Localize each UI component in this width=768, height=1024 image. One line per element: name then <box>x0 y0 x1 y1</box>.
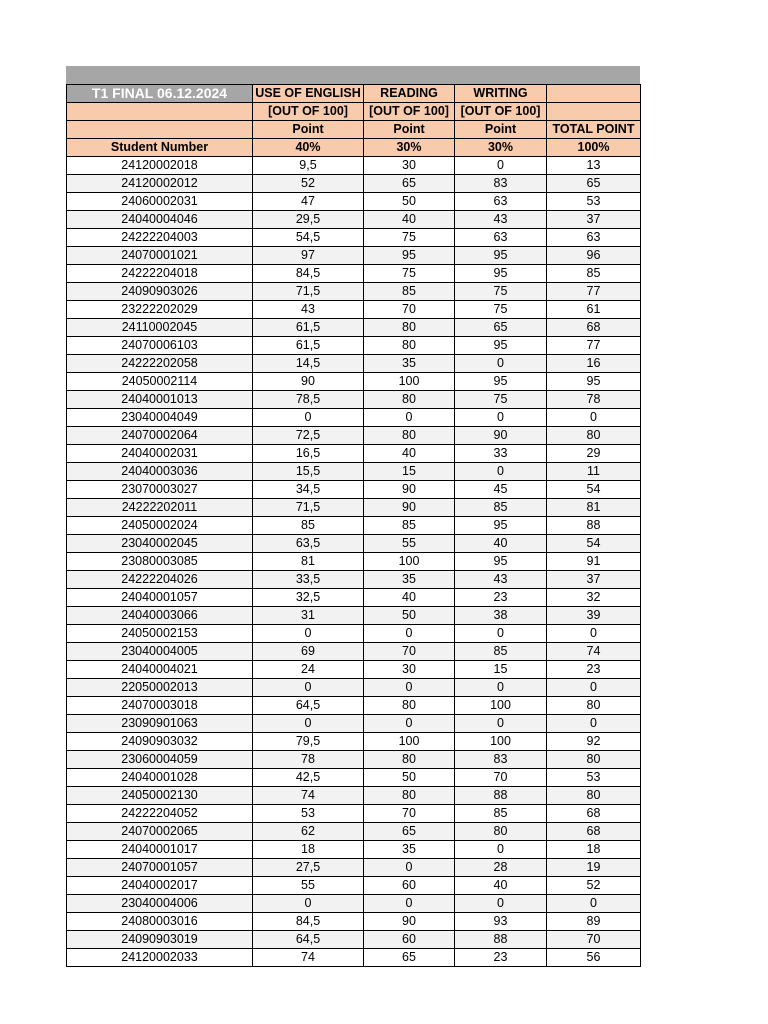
use-of-english-cell[interactable]: 78 <box>253 751 364 769</box>
use-of-english-cell[interactable]: 42,5 <box>253 769 364 787</box>
student-number-cell[interactable]: 24110002045 <box>67 319 253 337</box>
total-point-cell[interactable]: 53 <box>547 193 641 211</box>
writing-cell[interactable]: 93 <box>455 913 547 931</box>
total-point-cell[interactable]: 91 <box>547 553 641 571</box>
header-point-writing[interactable]: Point <box>455 121 547 139</box>
reading-cell[interactable]: 90 <box>364 499 455 517</box>
use-of-english-cell[interactable]: 0 <box>253 625 364 643</box>
reading-cell[interactable]: 65 <box>364 949 455 967</box>
header-out-of-english[interactable]: [OUT OF 100] <box>253 103 364 121</box>
student-number-cell[interactable]: 24040002017 <box>67 877 253 895</box>
student-number-cell[interactable]: 23090901063 <box>67 715 253 733</box>
writing-cell[interactable]: 85 <box>455 499 547 517</box>
total-point-cell[interactable]: 54 <box>547 481 641 499</box>
use-of-english-cell[interactable]: 47 <box>253 193 364 211</box>
student-number-cell[interactable]: 23040004049 <box>67 409 253 427</box>
use-of-english-cell[interactable]: 61,5 <box>253 337 364 355</box>
use-of-english-cell[interactable]: 62 <box>253 823 364 841</box>
writing-cell[interactable]: 0 <box>455 157 547 175</box>
total-point-cell[interactable]: 0 <box>547 409 641 427</box>
grades-table <box>66 84 641 967</box>
total-point-cell[interactable]: 96 <box>547 247 641 265</box>
writing-cell[interactable]: 75 <box>455 301 547 319</box>
reading-cell[interactable]: 70 <box>364 805 455 823</box>
writing-cell[interactable]: 33 <box>455 445 547 463</box>
reading-cell[interactable]: 85 <box>364 517 455 535</box>
student-number-cell[interactable]: 24070003018 <box>67 697 253 715</box>
use-of-english-cell[interactable]: 9,5 <box>253 157 364 175</box>
student-number-cell[interactable]: 24050002153 <box>67 625 253 643</box>
header-point-reading[interactable]: Point <box>364 121 455 139</box>
writing-cell[interactable]: 95 <box>455 247 547 265</box>
header-total-point[interactable]: TOTAL POINT <box>547 121 641 139</box>
reading-cell[interactable]: 80 <box>364 391 455 409</box>
reading-cell[interactable]: 0 <box>364 859 455 877</box>
table-row <box>67 427 641 445</box>
weight-total[interactable]: 100% <box>547 139 641 157</box>
header-blank-cell-2[interactable] <box>67 121 253 139</box>
total-point-cell[interactable]: 52 <box>547 877 641 895</box>
student-number-cell[interactable]: 24090903026 <box>67 283 253 301</box>
writing-cell[interactable]: 100 <box>455 697 547 715</box>
table-row <box>67 913 641 931</box>
table-row <box>67 625 641 643</box>
total-point-cell[interactable]: 18 <box>547 841 641 859</box>
writing-cell[interactable]: 95 <box>455 265 547 283</box>
header-total-blank-2[interactable] <box>547 103 641 121</box>
total-point-cell[interactable]: 78 <box>547 391 641 409</box>
table-row <box>67 157 641 175</box>
use-of-english-cell[interactable]: 32,5 <box>253 589 364 607</box>
table-row <box>67 895 641 913</box>
header-total-blank[interactable] <box>547 85 641 103</box>
student-number-cell[interactable]: 24222204026 <box>67 571 253 589</box>
total-point-cell[interactable]: 74 <box>547 643 641 661</box>
use-of-english-cell[interactable]: 81 <box>253 553 364 571</box>
reading-cell[interactable]: 60 <box>364 931 455 949</box>
student-number-cell[interactable]: 23060004059 <box>67 751 253 769</box>
table-row <box>67 247 641 265</box>
reading-cell[interactable]: 35 <box>364 571 455 589</box>
reading-cell[interactable]: 95 <box>364 247 455 265</box>
writing-cell[interactable]: 0 <box>455 463 547 481</box>
student-number-cell[interactable]: 24070006103 <box>67 337 253 355</box>
total-point-cell[interactable]: 37 <box>547 211 641 229</box>
total-point-cell[interactable]: 65 <box>547 175 641 193</box>
reading-cell[interactable]: 0 <box>364 679 455 697</box>
table-row <box>67 679 641 697</box>
weight-reading[interactable]: 30% <box>364 139 455 157</box>
total-point-cell[interactable]: 29 <box>547 445 641 463</box>
writing-cell[interactable]: 83 <box>455 751 547 769</box>
use-of-english-cell[interactable]: 52 <box>253 175 364 193</box>
reading-cell[interactable]: 80 <box>364 427 455 445</box>
student-number-cell[interactable]: 24090903032 <box>67 733 253 751</box>
writing-cell[interactable]: 23 <box>455 589 547 607</box>
use-of-english-cell[interactable]: 61,5 <box>253 319 364 337</box>
reading-cell[interactable]: 90 <box>364 913 455 931</box>
reading-cell[interactable]: 30 <box>364 157 455 175</box>
total-point-cell[interactable]: 63 <box>547 229 641 247</box>
table-row <box>67 607 641 625</box>
total-point-cell[interactable]: 13 <box>547 157 641 175</box>
table-row <box>67 859 641 877</box>
writing-cell[interactable]: 85 <box>455 643 547 661</box>
table-row <box>67 733 641 751</box>
total-point-cell[interactable]: 80 <box>547 697 641 715</box>
student-number-cell[interactable]: 24120002012 <box>67 175 253 193</box>
reading-cell[interactable]: 50 <box>364 607 455 625</box>
reading-cell[interactable]: 85 <box>364 283 455 301</box>
table-row <box>67 517 641 535</box>
student-number-cell[interactable]: 24050002024 <box>67 517 253 535</box>
use-of-english-cell[interactable]: 43 <box>253 301 364 319</box>
total-point-cell[interactable]: 11 <box>547 463 641 481</box>
student-number-cell[interactable]: 24040003036 <box>67 463 253 481</box>
use-of-english-cell[interactable]: 29,5 <box>253 211 364 229</box>
total-point-cell[interactable]: 0 <box>547 715 641 733</box>
table-row <box>67 787 641 805</box>
use-of-english-cell[interactable]: 90 <box>253 373 364 391</box>
use-of-english-cell[interactable]: 79,5 <box>253 733 364 751</box>
writing-cell[interactable]: 28 <box>455 859 547 877</box>
table-row <box>67 823 641 841</box>
total-point-cell[interactable]: 0 <box>547 679 641 697</box>
writing-cell[interactable]: 88 <box>455 787 547 805</box>
reading-cell[interactable]: 35 <box>364 841 455 859</box>
total-point-cell[interactable]: 0 <box>547 895 641 913</box>
student-number-cell[interactable]: 23222202029 <box>67 301 253 319</box>
table-row <box>67 697 641 715</box>
use-of-english-cell[interactable]: 74 <box>253 787 364 805</box>
table-row <box>67 589 641 607</box>
student-number-cell[interactable]: 23040002045 <box>67 535 253 553</box>
reading-cell[interactable]: 15 <box>364 463 455 481</box>
writing-cell[interactable]: 15 <box>455 661 547 679</box>
use-of-english-cell[interactable]: 24 <box>253 661 364 679</box>
writing-cell[interactable]: 100 <box>455 733 547 751</box>
student-number-cell[interactable]: 24040004046 <box>67 211 253 229</box>
writing-cell[interactable]: 0 <box>455 895 547 913</box>
reading-cell[interactable]: 100 <box>364 373 455 391</box>
header-point-english[interactable]: Point <box>253 121 364 139</box>
use-of-english-cell[interactable]: 27,5 <box>253 859 364 877</box>
use-of-english-cell[interactable]: 0 <box>253 679 364 697</box>
reading-cell[interactable]: 75 <box>364 229 455 247</box>
table-row <box>67 409 641 427</box>
use-of-english-cell[interactable]: 72,5 <box>253 427 364 445</box>
use-of-english-cell[interactable]: 31 <box>253 607 364 625</box>
table-row <box>67 391 641 409</box>
table-row <box>67 499 641 517</box>
reading-cell[interactable]: 80 <box>364 787 455 805</box>
reading-cell[interactable]: 70 <box>364 643 455 661</box>
student-number-cell[interactable]: 23070003027 <box>67 481 253 499</box>
total-point-cell[interactable]: 54 <box>547 535 641 553</box>
writing-cell[interactable]: 90 <box>455 427 547 445</box>
total-point-cell[interactable]: 80 <box>547 787 641 805</box>
use-of-english-cell[interactable]: 71,5 <box>253 283 364 301</box>
writing-cell[interactable]: 40 <box>455 535 547 553</box>
total-point-cell[interactable]: 92 <box>547 733 641 751</box>
table-row <box>67 319 641 337</box>
use-of-english-cell[interactable]: 69 <box>253 643 364 661</box>
header-use-of-english[interactable]: USE OF ENGLISH <box>253 85 364 103</box>
writing-cell[interactable]: 0 <box>455 355 547 373</box>
total-point-cell[interactable]: 0 <box>547 625 641 643</box>
use-of-english-cell[interactable]: 55 <box>253 877 364 895</box>
reading-cell[interactable]: 55 <box>364 535 455 553</box>
table-row <box>67 715 641 733</box>
writing-cell[interactable]: 83 <box>455 175 547 193</box>
table-row <box>67 373 641 391</box>
student-number-cell[interactable]: 24222204018 <box>67 265 253 283</box>
reading-cell[interactable]: 0 <box>364 715 455 733</box>
writing-cell[interactable]: 63 <box>455 229 547 247</box>
table-row <box>67 553 641 571</box>
reading-cell[interactable]: 30 <box>364 661 455 679</box>
writing-cell[interactable]: 40 <box>455 877 547 895</box>
total-point-cell[interactable]: 77 <box>547 337 641 355</box>
table-row <box>67 337 641 355</box>
use-of-english-cell[interactable]: 85 <box>253 517 364 535</box>
total-point-cell[interactable]: 80 <box>547 751 641 769</box>
student-number-cell[interactable]: 24040001057 <box>67 589 253 607</box>
header-row-1 <box>67 85 641 103</box>
weights-row <box>67 139 641 157</box>
reading-cell[interactable]: 100 <box>364 733 455 751</box>
table-row <box>67 805 641 823</box>
table-row <box>67 265 641 283</box>
header-blank-cell[interactable] <box>67 103 253 121</box>
table-row <box>67 535 641 553</box>
student-number-cell[interactable]: 22050002013 <box>67 679 253 697</box>
use-of-english-cell[interactable]: 63,5 <box>253 535 364 553</box>
student-number-cell[interactable]: 24040001028 <box>67 769 253 787</box>
table-row <box>67 229 641 247</box>
student-number-cell[interactable]: 24090903019 <box>67 931 253 949</box>
reading-cell[interactable]: 80 <box>364 751 455 769</box>
total-point-cell[interactable]: 88 <box>547 517 641 535</box>
writing-cell[interactable]: 45 <box>455 481 547 499</box>
writing-cell[interactable]: 23 <box>455 949 547 967</box>
reading-cell[interactable]: 75 <box>364 265 455 283</box>
student-number-cell[interactable]: 24222202058 <box>67 355 253 373</box>
writing-cell[interactable]: 38 <box>455 607 547 625</box>
table-row <box>67 193 641 211</box>
use-of-english-cell[interactable]: 84,5 <box>253 265 364 283</box>
reading-cell[interactable]: 65 <box>364 175 455 193</box>
table-row <box>67 175 641 193</box>
reading-cell[interactable]: 80 <box>364 319 455 337</box>
table-row <box>67 877 641 895</box>
student-number-cell[interactable]: 23080003085 <box>67 553 253 571</box>
student-number-cell[interactable]: 24222204003 <box>67 229 253 247</box>
student-number-cell[interactable]: 24050002114 <box>67 373 253 391</box>
table-row <box>67 643 641 661</box>
reading-cell[interactable]: 0 <box>364 409 455 427</box>
writing-cell[interactable]: 0 <box>455 841 547 859</box>
header-row-2 <box>67 103 641 121</box>
writing-cell[interactable]: 43 <box>455 211 547 229</box>
total-point-cell[interactable]: 80 <box>547 427 641 445</box>
header-student-number[interactable]: Student Number <box>67 139 253 157</box>
student-number-cell[interactable]: 24070002064 <box>67 427 253 445</box>
writing-cell[interactable]: 95 <box>455 517 547 535</box>
table-row <box>67 445 641 463</box>
writing-cell[interactable]: 95 <box>455 373 547 391</box>
writing-cell[interactable]: 0 <box>455 715 547 733</box>
sheet-top-bar <box>66 66 640 84</box>
reading-cell[interactable]: 0 <box>364 625 455 643</box>
reading-cell[interactable]: 40 <box>364 211 455 229</box>
total-point-cell[interactable]: 23 <box>547 661 641 679</box>
use-of-english-cell[interactable]: 34,5 <box>253 481 364 499</box>
reading-cell[interactable]: 70 <box>364 301 455 319</box>
sheet-title[interactable]: T1 FINAL 06.12.2024 <box>67 85 253 103</box>
use-of-english-cell[interactable]: 71,5 <box>253 499 364 517</box>
total-point-cell[interactable]: 37 <box>547 571 641 589</box>
use-of-english-cell[interactable]: 15,5 <box>253 463 364 481</box>
total-point-cell[interactable]: 95 <box>547 373 641 391</box>
student-number-cell[interactable]: 24120002033 <box>67 949 253 967</box>
total-point-cell[interactable]: 19 <box>547 859 641 877</box>
writing-cell[interactable]: 43 <box>455 571 547 589</box>
student-number-cell[interactable]: 24060002031 <box>67 193 253 211</box>
student-number-cell[interactable]: 23040004006 <box>67 895 253 913</box>
writing-cell[interactable]: 70 <box>455 769 547 787</box>
use-of-english-cell[interactable]: 78,5 <box>253 391 364 409</box>
total-point-cell[interactable]: 70 <box>547 931 641 949</box>
table-row <box>67 931 641 949</box>
total-point-cell[interactable]: 39 <box>547 607 641 625</box>
total-point-cell[interactable]: 77 <box>547 283 641 301</box>
reading-cell[interactable]: 65 <box>364 823 455 841</box>
table-row <box>67 751 641 769</box>
student-number-cell[interactable]: 24040003066 <box>67 607 253 625</box>
use-of-english-cell[interactable]: 14,5 <box>253 355 364 373</box>
student-number-cell[interactable]: 24070001021 <box>67 247 253 265</box>
table-row <box>67 463 641 481</box>
header-row-3 <box>67 121 641 139</box>
header-out-of-reading[interactable]: [OUT OF 100] <box>364 103 455 121</box>
reading-cell[interactable]: 35 <box>364 355 455 373</box>
writing-cell[interactable]: 65 <box>455 319 547 337</box>
student-number-cell[interactable]: 24040004021 <box>67 661 253 679</box>
use-of-english-cell[interactable]: 64,5 <box>253 931 364 949</box>
use-of-english-cell[interactable]: 97 <box>253 247 364 265</box>
writing-cell[interactable]: 85 <box>455 805 547 823</box>
header-out-of-writing[interactable]: [OUT OF 100] <box>455 103 547 121</box>
table-row <box>67 283 641 301</box>
writing-cell[interactable]: 63 <box>455 193 547 211</box>
reading-cell[interactable]: 100 <box>364 553 455 571</box>
student-number-cell[interactable]: 24080003016 <box>67 913 253 931</box>
weight-use-of-english[interactable]: 40% <box>253 139 364 157</box>
writing-cell[interactable]: 95 <box>455 337 547 355</box>
header-reading[interactable]: READING <box>364 85 455 103</box>
reading-cell[interactable]: 0 <box>364 895 455 913</box>
reading-cell[interactable]: 60 <box>364 877 455 895</box>
total-point-cell[interactable]: 68 <box>547 823 641 841</box>
student-number-cell[interactable]: 24070002065 <box>67 823 253 841</box>
reading-cell[interactable]: 40 <box>364 445 455 463</box>
total-point-cell[interactable]: 53 <box>547 769 641 787</box>
student-number-cell[interactable]: 23040004005 <box>67 643 253 661</box>
use-of-english-cell[interactable]: 74 <box>253 949 364 967</box>
reading-cell[interactable]: 50 <box>364 769 455 787</box>
total-point-cell[interactable]: 61 <box>547 301 641 319</box>
reading-cell[interactable]: 80 <box>364 697 455 715</box>
table-row <box>67 841 641 859</box>
use-of-english-cell[interactable]: 64,5 <box>253 697 364 715</box>
table-row <box>67 211 641 229</box>
writing-cell[interactable]: 0 <box>455 679 547 697</box>
writing-cell[interactable]: 88 <box>455 931 547 949</box>
total-point-cell[interactable]: 68 <box>547 805 641 823</box>
use-of-english-cell[interactable]: 18 <box>253 841 364 859</box>
use-of-english-cell[interactable]: 0 <box>253 409 364 427</box>
use-of-english-cell[interactable]: 53 <box>253 805 364 823</box>
writing-cell[interactable]: 0 <box>455 625 547 643</box>
table-row <box>67 355 641 373</box>
student-number-cell[interactable]: 24040001017 <box>67 841 253 859</box>
use-of-english-cell[interactable]: 0 <box>253 895 364 913</box>
total-point-cell[interactable]: 85 <box>547 265 641 283</box>
student-number-cell[interactable]: 24120002018 <box>67 157 253 175</box>
reading-cell[interactable]: 90 <box>364 481 455 499</box>
reading-cell[interactable]: 40 <box>364 589 455 607</box>
writing-cell[interactable]: 75 <box>455 283 547 301</box>
header-writing[interactable]: WRITING <box>455 85 547 103</box>
table-row <box>67 949 641 967</box>
use-of-english-cell[interactable]: 0 <box>253 715 364 733</box>
table-row <box>67 571 641 589</box>
student-number-cell[interactable]: 24050002130 <box>67 787 253 805</box>
table-row <box>67 661 641 679</box>
writing-cell[interactable]: 95 <box>455 553 547 571</box>
reading-cell[interactable]: 50 <box>364 193 455 211</box>
student-number-cell[interactable]: 24040002031 <box>67 445 253 463</box>
table-row <box>67 301 641 319</box>
use-of-english-cell[interactable]: 33,5 <box>253 571 364 589</box>
use-of-english-cell[interactable]: 54,5 <box>253 229 364 247</box>
total-point-cell[interactable]: 68 <box>547 319 641 337</box>
student-number-cell[interactable]: 24222204052 <box>67 805 253 823</box>
table-row <box>67 769 641 787</box>
use-of-english-cell[interactable]: 84,5 <box>253 913 364 931</box>
writing-cell[interactable]: 0 <box>455 409 547 427</box>
total-point-cell[interactable]: 81 <box>547 499 641 517</box>
total-point-cell[interactable]: 56 <box>547 949 641 967</box>
use-of-english-cell[interactable]: 16,5 <box>253 445 364 463</box>
student-number-cell[interactable]: 24222202011 <box>67 499 253 517</box>
total-point-cell[interactable]: 89 <box>547 913 641 931</box>
writing-cell[interactable]: 80 <box>455 823 547 841</box>
student-number-cell[interactable]: 24040001013 <box>67 391 253 409</box>
reading-cell[interactable]: 80 <box>364 337 455 355</box>
weight-writing[interactable]: 30% <box>455 139 547 157</box>
table-row <box>67 481 641 499</box>
writing-cell[interactable]: 75 <box>455 391 547 409</box>
total-point-cell[interactable]: 16 <box>547 355 641 373</box>
total-point-cell[interactable]: 32 <box>547 589 641 607</box>
student-number-cell[interactable]: 24070001057 <box>67 859 253 877</box>
